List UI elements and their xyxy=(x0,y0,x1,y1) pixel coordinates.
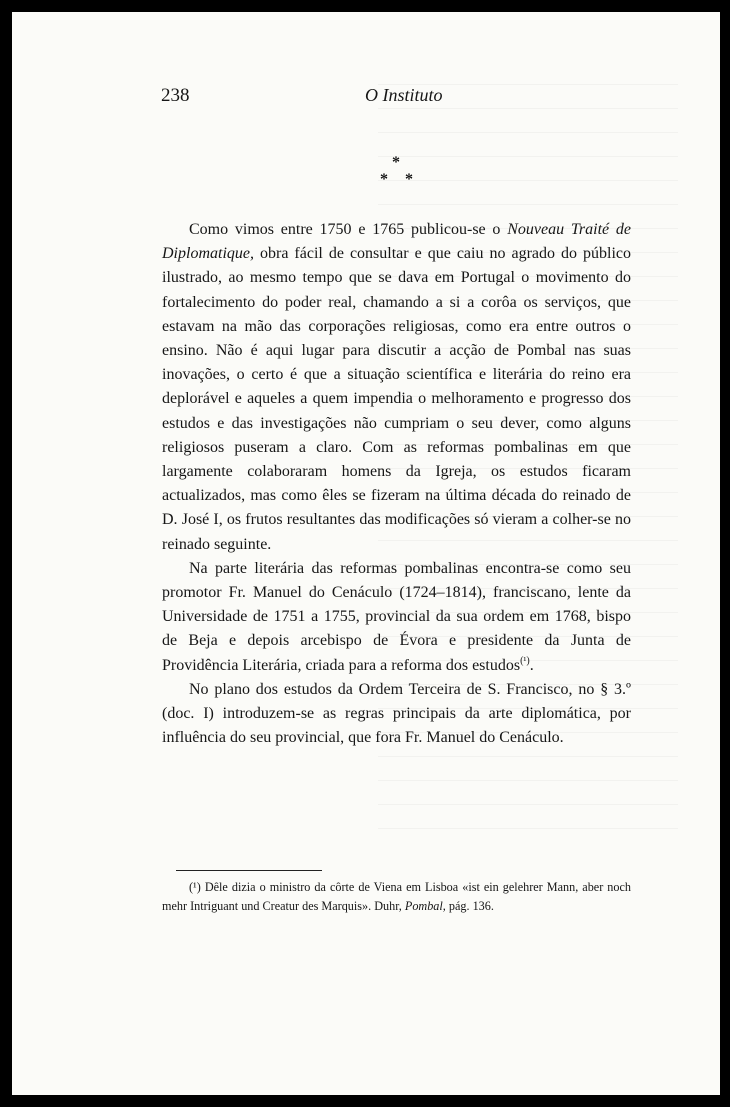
paragraph-1-body: obra fácil de consultar e que caiu no agrado do público ilustrado, ao mesmo tempo que se dava em Portugal o movimento do fortalecimento do poder real, chamando a si a corôa os serviços, que estavam na mão das corporações religiosas, como era entre outros o ensino. Não é aqui lugar para discutir a acção de Pombal nas suas inovações, o certo é que a situação scientífica e literária do reino era deplorável e aqueles a quem impendia o melhoramento e progresso dos estudos e das investigações não cumpriam o seu dever, como alguns religiosos puseram a claro. Com as reformas pombalinas em que largamente colaboraram homens da Igreja, os estudos ficaram actualizados, mas como êles se fizeram na última década do reinado de D. José I, os frutos resultantes das modificações só vieram a colher-se no reinado seguinte. xyxy=(162,245,631,553)
footnote-text: Dêle dizia o ministro da côrte de Viena em Lisboa «ist ein gelehrer Mann, aber noch mehr Intriguant und Creatur des Marquis». Duhr, xyxy=(162,880,631,914)
paragraph-ordem-terceira: No plano dos estudos da Ordem Terceira de S. Francisco, no § 3.º (doc. I) introduzem-se as regras principais da arte diplomática, por influência do seu provincial, que fora Fr. Manuel do Cenáculo. xyxy=(162,680,631,747)
running-header xyxy=(161,86,581,114)
paragraph-diplomatique xyxy=(162,218,631,557)
book-title-nouveau-traite: Nouveau Traité de Diplomatique, xyxy=(162,221,631,263)
paragraph-1-opening: Como vimos entre 1750 e 1765 publicou-se o xyxy=(189,221,508,238)
footnote-reference: (¹) xyxy=(520,655,530,667)
asterism-star-left: * xyxy=(380,171,388,188)
running-title: O Instituto xyxy=(365,85,443,105)
section-asterism xyxy=(370,155,424,191)
paragraph-cenaculo xyxy=(162,557,631,678)
paragraph-2-ending: . xyxy=(529,656,534,674)
asterism-star-right: * xyxy=(405,171,413,188)
paragraph-2-text: Na parte literária das reformas pombalinas encontra-se como seu promotor Fr. Manuel do Cenáculo (1724–1814), franciscano, lente da Universidade de 1751 a 1755, provincial da sua ordem em 1768, bispo de Beja e depois arcebispo de Évora e presidente da Junta de Providência Literária, criada para a reforma dos estudos xyxy=(162,559,631,674)
book-page xyxy=(12,12,720,1095)
footnote-marker: (¹) xyxy=(189,880,201,894)
asterism-star-top: * xyxy=(392,154,400,171)
footnote-divider xyxy=(176,870,322,871)
footnote-source-page: pág. 136. xyxy=(445,899,494,914)
footnote-source-title: Pombal, xyxy=(404,899,446,914)
page-number: 238 xyxy=(161,85,190,106)
footnote xyxy=(162,878,631,917)
main-text xyxy=(162,218,631,750)
